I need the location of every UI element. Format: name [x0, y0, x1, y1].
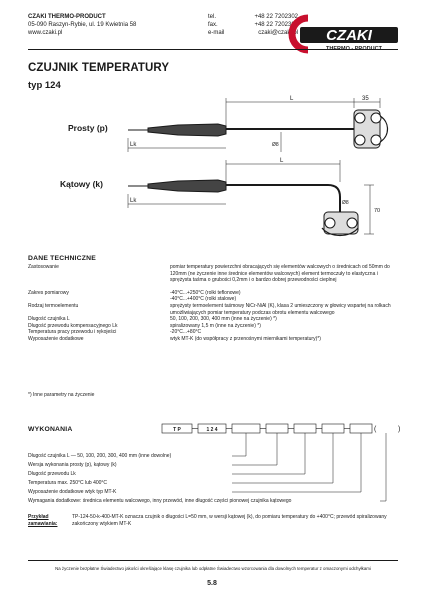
dim-diam-straight: Ø8 — [272, 142, 279, 148]
code-line-length: Długość czujnika L — 50, 100, 200, 300, 400 mm (inne dowolne) — [28, 453, 172, 459]
company-address: 05-090 Raszyn-Rybie, ul. 19 Kwietnia 58 — [28, 22, 137, 28]
dim-Lk-angled: Lk — [130, 198, 137, 204]
tech-row: Zastosowanie pomiar temperatury powierzchni obracających się elementów walcowych o średnicach od 50mm do 120mm (ne życzenie inne średnice elementów walcowych) element termoczuły to elastyczna i sprężysta taśma o grubości 0,2mm i o bardzo dobrej przewodności cieplnej — [28, 264, 390, 284]
angled-sensor — [128, 180, 358, 236]
code-box-124: 1 2 4 — [206, 427, 218, 433]
contact-phone: tel. +48 22 7202302 — [208, 14, 298, 20]
tech-row: Rodzaj termoelementu sprężysty termoelement taśmowy NiCr-NiAl (K), klasa 2 umieszczony w głowicy wspartej na rolkach umożliwiających pomiar temperatury podczas obrotu elementu walcowego — [28, 302, 391, 316]
tech-row: Długość czujnika L 50, 100, 200, 300, 400 mm (inne na życzenie) *) — [28, 316, 277, 323]
contact-info — [208, 13, 298, 37]
company-info — [28, 13, 136, 37]
code-box-tp: T P — [173, 427, 181, 433]
straight-dimensions — [128, 98, 380, 152]
sensor-drawing — [118, 88, 403, 238]
code-bracket: ) — [398, 426, 401, 433]
dim-Lk-straight: Lk — [130, 142, 137, 148]
code-line-requirements: Wymagania dodatkowe: średnica elementu walcowego, inny przewód, inne długość części pionowej czujnika kątowego — [28, 498, 292, 504]
code-box-temp — [322, 424, 344, 433]
variant-straight-label: Prosty (p) — [68, 123, 108, 133]
tech-row: Wyposażenie dodatkowe wtyk MT-K (do współpracy z przenośnymi miernikami temperatury)*) — [28, 335, 321, 342]
code-bracket: ( — [374, 426, 377, 433]
code-line-version: Wersja wykonania prosty (p), kątowy (k) — [28, 462, 117, 468]
tech-row: Temperatura pracy przewodu i rękojeści -20°C...+80°C — [28, 329, 202, 336]
code-line-temp: Temperatura max. 250°C lub 400°C — [28, 480, 108, 486]
code-box-extra — [350, 424, 372, 433]
header-divider — [28, 49, 398, 50]
order-heading: WYKONANIA — [28, 426, 73, 433]
certificate-note: Na życzenie bezpłatne Świadectwo jakości określające klasę czujnika lub odpłatne Świadectwo wzorcowania dla dowolnych temperatur z omaczonymi odchyłkami — [55, 566, 371, 571]
tech-row: -40°C...+400°C (rolki stalowe) — [170, 296, 237, 303]
tech-row: Długość przewodu kompensacyjnego Lk spiralizowany 1,5 m (inne na życzenie) *) — [28, 322, 261, 329]
logo-wordmark: CZAKI — [326, 27, 372, 44]
order-example-text: TP-124-50-k-400-MT-K oznacza czujnik o długości L=50 mm, w wersji kątowej (k), do pomiaru temperatury do +400°C; przewód spiralizowany zakończony wtykiem MT-K — [72, 514, 387, 527]
code-box-version — [266, 424, 288, 433]
dim-35: 35 — [362, 96, 369, 102]
contact-fax: fax. +48 22 7202305 — [208, 22, 298, 28]
straight-sensor — [128, 110, 388, 148]
tech-table — [28, 264, 398, 343]
code-line-cable: Długość przewodu Lk — [28, 471, 76, 477]
variant-angled-label: Kątowy (k) — [60, 179, 103, 189]
order-example — [28, 514, 398, 527]
company-website[interactable]: www.czaki.pl — [28, 30, 63, 36]
page-title: CZUJNIK TEMPERATURY — [28, 62, 170, 74]
code-line-extra: Wyposażenie dodatkowe wtyk typ MT-K — [28, 489, 117, 495]
page-subtitle: typ 124 — [28, 80, 61, 91]
dim-70: 70 — [374, 208, 381, 214]
czaki-logo — [286, 14, 400, 54]
code-box-L — [232, 424, 260, 433]
dim-diam-angled: Ø8 — [342, 200, 349, 206]
dim-L-straight: L — [290, 96, 294, 102]
code-box-lk — [294, 424, 316, 433]
footer-divider — [28, 560, 398, 561]
tech-row: Zakres pomiarowy -40°C...+250°C (rolki teflonowe) — [28, 289, 241, 296]
order-example-label: Przykład zamawiania: — [28, 514, 58, 527]
dim-L-angled: L — [280, 158, 284, 164]
footnote: *) Inne parametry na życzenie — [28, 392, 95, 398]
contact-email: e-mail czaki@czaki.pl — [208, 30, 298, 36]
tech-heading: DANE TECHNICZNE — [28, 255, 96, 262]
page-number: 5.8 — [207, 580, 217, 587]
company-name: CZAKI THERMO-PRODUCT — [28, 14, 106, 20]
order-code-diagram — [28, 420, 408, 520]
